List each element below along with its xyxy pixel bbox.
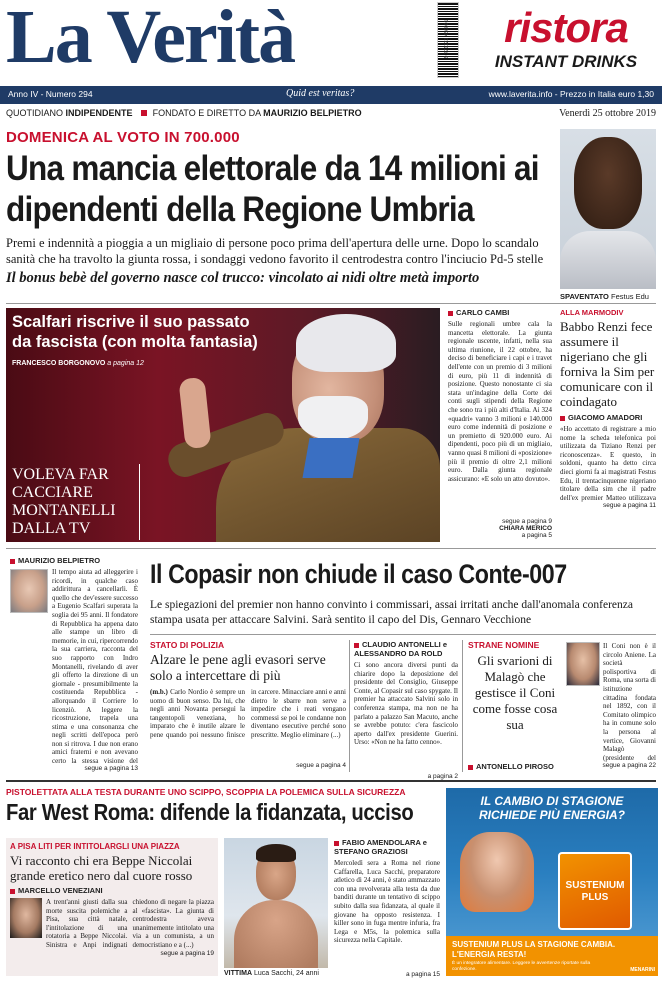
copasir-summary: Le spiegazioni del premier non hanno convinto i commissari, assai irritati anche dall'anomala conferenza stampa usata per attaccare Salvini. Sarà sentito il capo del Dis, Gennaro Vecchione <box>150 599 633 626</box>
ad-bottom-text: SUSTENIUM PLUS LA STAGIONE CAMBIA. L'ENERGIA RESTA! <box>452 940 616 959</box>
caption-name: Festus Edu <box>611 292 649 301</box>
roma-byline: FABIO AMENDOLARA e STEFANO GRAZIOSI <box>334 838 427 856</box>
logo: La Verità <box>6 0 295 79</box>
malago-page-ref: segue a pagina 22 <box>602 762 656 769</box>
belpietro-byline: MAURIZIO BELPIETRO <box>18 556 101 565</box>
antonelli-byline: CLAUDIO ANTONELLI e ALESSANDRO DA ROLD <box>354 640 448 658</box>
divider <box>150 634 656 635</box>
malago-kicker: STRANE NOMINE <box>468 640 540 650</box>
nicolai-byline-row <box>10 886 214 895</box>
caption-tag: SPAVENTATO <box>560 292 609 301</box>
victim-caption <box>224 970 319 977</box>
info-line <box>6 108 656 118</box>
nicolai-text: A trent'anni giusti dalla sua morte suscita polemiche a Pisa, sua città natale, l'intitolazione di una rotatoria a Beppe Niccolai. Sinistra e Anpi indignati chiedono di negare la piazza al «fascista». La giunta di centrodestra aveva unanimemente intitolato una via a un comunista, a un democristiano e a (...) <box>46 898 214 949</box>
cambi-page-ref2: a pagina 5 <box>521 532 552 539</box>
polizia-headline[interactable]: Alzare le pene agli evasori serve solo a intercettare di più <box>150 652 326 683</box>
founder-name: MAURIZIO BELPIETRO <box>263 108 362 118</box>
marmodiv-byline: GIACOMO AMADORI <box>568 413 643 422</box>
sustenium-ad[interactable] <box>446 788 658 976</box>
cambi-byline2: CHIARA MERICO <box>499 525 552 532</box>
victim-caption-name: Luca Sacchi, 24 anni <box>253 970 319 977</box>
roma-text: Mercoledì sera a Roma nel rione Caffarella, Luca Sacchi, preparatore atletico di 24 anni, è stato ammazzato con una revolverata alla testa da due banditi durante un tentativo di scippo subito dalla sua fidanzata, al quale il giovane ha opposto resistenza. I killer sono in fuga mentre infuria, fra Lega e M5s, la polemica sulla sicurezza nella Capitale. <box>334 859 440 945</box>
marmodiv-headline[interactable]: Babbo Renzi fece assumere il nigeriano che gli forniva la Sim per comunicare con il coindagato <box>560 319 655 409</box>
polizia-page-ref: segue a pagina 4 <box>296 762 346 769</box>
montanelli-overlay[interactable]: VOLEVA FAR CACCIARE MONTANELLI DALLA TV <box>10 464 140 540</box>
ristora-brand: ristora <box>504 4 628 51</box>
face-shape <box>574 137 642 229</box>
ad-badge: MENARINI <box>630 967 655 973</box>
marmodiv-kicker: ALLA MARMODIV <box>560 308 624 317</box>
belpietro-byline-row <box>10 556 138 565</box>
roma-column <box>334 838 440 978</box>
malago-byline: ANTONELLO PIROSO <box>476 762 554 771</box>
nicolai-page-ref: segue a pagina 19 <box>160 950 214 957</box>
ad-headline: IL CAMBIO DI STAGIONE RICHIEDE PIÙ ENERGIA? <box>478 794 625 822</box>
woman-shape <box>460 832 534 912</box>
ristora-tagline: INSTANT DRINKS <box>494 52 638 71</box>
shirt-collar-shape <box>302 438 359 478</box>
cambi-text: Sulle regionali umbre cala la mancetta elettorale. La giunta regionale uscente, infatti, nella sua ultima riunione, il 22 ottobre, ha deciso di beneficiare i capi e i travet dell'ente con un premio di 3 milioni di euro, più 11 di indennità di posizione. Questo nonostante ci sia stata un'indagine della Corte dei conti sugli stipendi della Regione che sono tra i più alti d'Italia. Ai 324 «quadri» vanno 3 milioni e 140.000 euro come indennità di posizione e un premietto di 920.000 euro. Ai dipendenti, poco più di un migliaio, vanno quasi 8 milioni di «posizione» più il premio di oltre 2,1 milioni euro. Dalla giunta regionale assicurano: «E solo un atto dovuto». <box>448 320 552 483</box>
malago-box <box>468 640 656 772</box>
nicolai-box <box>6 838 218 976</box>
lead-headline[interactable]: Una mancia elettorale da 14 milioni ai dipendenti della Regione Umbria <box>6 149 539 229</box>
divider <box>6 780 656 782</box>
divider <box>6 303 656 304</box>
byline-marker <box>448 311 453 316</box>
separator-square <box>141 110 147 116</box>
byline-marker <box>10 559 15 564</box>
hand-shape <box>178 377 211 449</box>
ristora-ad[interactable] <box>474 4 658 82</box>
byline-marker <box>560 416 565 421</box>
beard-shape <box>298 396 368 440</box>
belpietro-page-ref: segue a pagina 13 <box>84 765 138 772</box>
byline-marker <box>10 889 15 894</box>
scalfari-byline: FRANCESCO BORGONOVO <box>12 360 106 367</box>
nicolai-kicker: A PISA LITI PER INTITOLARGLI UNA PIAZZA <box>10 842 180 851</box>
cambi-page-ref: segue a pagina 9 <box>502 518 552 525</box>
year-number: Anno IV - Numero 294 <box>8 89 93 99</box>
daily-label: QUOTIDIANO <box>6 108 64 118</box>
cambi-byline: CARLO CAMBI <box>456 308 510 317</box>
antonelli-byline-row <box>354 640 458 658</box>
divider <box>462 640 463 772</box>
marmodiv-text: «Ho accettato di registrare a mio nome la scheda telefonica poi utilizzata da Tiziano Renzi per riconoscenza». E questo, in soldoni, quanto ha detto circa dieci giorni fa ai magistrati Festus Edu, il trentacinquenne nigeriano titolare della sim che il padre dell'ex premier Matteo utilizzava <box>560 425 656 502</box>
victim-caption-tag: VITTIMA <box>224 970 252 977</box>
shirt-shape <box>560 231 656 289</box>
polizia-text-wrap <box>150 688 346 762</box>
malago-headline[interactable]: Gli svarioni di Malagò che gestisce il Coni come fosse cosa sua <box>472 653 558 732</box>
product-name: SUSTENIUM PLUS <box>565 880 625 903</box>
nicolai-portrait <box>10 898 42 938</box>
scalfari-photo[interactable] <box>6 308 440 542</box>
luca-sacchi-photo <box>224 838 328 968</box>
motto: Quid est veritas? <box>286 88 355 99</box>
cambi-column <box>448 308 552 539</box>
date: Venerdì 25 ottobre 2019 <box>559 108 656 119</box>
nicolai-headline[interactable]: Vi racconto chi era Beppe Niccolai grande eretico nero dal cuore rosso <box>10 853 193 883</box>
malago-portrait <box>566 642 600 686</box>
marmodiv-byline-row <box>560 413 656 422</box>
divider <box>6 548 656 549</box>
copasir-headline[interactable]: Il Copasir non chiude il caso Conte-007 <box>150 559 567 589</box>
scalfari-page-ref: a pagina 12 <box>107 360 144 367</box>
belpietro-text: Il tempo aiuta ad alleggerire i ricordi, in qualche caso addirittura a cancellarli. È quello che dev'essere successo a Eugenio Scalfari superata la soglia dei 95 anni. Il fondatore di Repubblica ha appena dato alle stampe un libro di memorie, in cui, ripercorrendo la sua carriera, racconta del suo rapporto con Indro Montanelli, rivelando di aver gli offerto la direzione di un giornale - presumibilmente la costituenda Repubblica - allorquando il Corriere lo licenziò. A leggere la ricostruzione, trapela una stima e una consonanza che negli scritti dell'epoca però non si ritrova. I due non erano amici fraterni e non avevano certo la stessa visione del <box>52 568 138 765</box>
byline-marker <box>334 841 339 846</box>
barcode-number: 9 771123 456001 <box>444 19 450 59</box>
marmodiv-page-ref: segue a pagina 11 <box>602 502 656 509</box>
ad-bottom-band <box>446 936 658 976</box>
torso-shape <box>234 900 318 968</box>
polizia-signature: (m.b.) <box>150 688 168 696</box>
polizia-box <box>150 640 346 772</box>
byline-marker <box>468 765 473 770</box>
side-photo-caption <box>560 292 649 301</box>
roma-headline[interactable]: Far West Roma: difende la fidanzata, ucciso <box>6 799 414 825</box>
roma-kicker: PISTOLETTATA ALLA TESTA DURANTE UNO SCIPPO, SCOPPIA LA POLEMICA SULLA SICUREZZA <box>6 787 406 797</box>
hair-shape <box>296 314 396 372</box>
byline-marker <box>354 643 359 648</box>
antonelli-text: Ci sono ancora diversi punti da chiarire dopo la deposizione del presidente del Consiglio, Giuseppe Conte, al Copasir sul caso spygate. Il premier ha attaccato Salvini solo in conferenza stampa, ma non ne ha parlato a palazzo San Macuto, anche se avrebbe potuto: c'era fascicolo aperto dall'ex presidente Guerini. Urso: «Non ne ha fatto cenno». <box>354 661 458 747</box>
masthead <box>0 0 662 119</box>
product-box <box>558 852 632 930</box>
antonelli-page-ref: a pagina 2 <box>427 773 458 780</box>
hair-shape <box>256 844 296 862</box>
lead-subhead[interactable]: Il bonus bebè del governo nasce col trucco: vincolato ai nidi oltre metà importo <box>6 270 480 286</box>
polizia-text: Carlo Nordio è sempre un uomo di buon senso. Da lui, che negli anni Novanta perseguì la tangentopoli veneziana, ho imparato che è inutile alzare le pene quando poi nessuno finisce in carcere. Minacciare anni e anni dietro le sbarre non serve a impedire che i reati vengano commessi se poi le condanne non diventano esecutive perché sono prescritte. Meglio eliminare (...) <box>150 688 346 739</box>
divider <box>349 640 350 772</box>
lead-summary: Premi e indennità a pioggia a un migliaio di persone poco prima dell'apertura delle urne. Dopo lo scandalo sanità che ha travolto la giunta rossa, i sondaggi vedono favorito il centrodestra contro l'inciucio Pd-5 stelle <box>6 236 544 266</box>
polizia-kicker: STATO DI POLIZIA <box>150 640 225 650</box>
ad-fine-print: È un integratore alimentare. Leggere le avvertenze riportate sulla confezione. <box>452 961 591 972</box>
festus-edu-photo <box>560 129 656 289</box>
roma-byline-row <box>334 838 440 856</box>
masthead-bar <box>0 86 662 104</box>
daily-value: INDIPENDENTE <box>65 108 133 118</box>
marmodiv-column <box>560 308 656 509</box>
site-price: www.laverita.info - Prezzo in Italia euro 1,30 <box>488 89 654 99</box>
malago-text: Il Coni non è il circolo Aniene. La società polisportiva di Roma, una sorta di istituzione cittadina fondata nel 1892, con il Comitato olimpico ha in comune solo la persona al vertice, Giovanni Malagò (presidente del <box>603 642 656 762</box>
roma-page-ref: a pagina 15 <box>406 971 440 978</box>
malago-byline-row <box>468 762 554 771</box>
scalfari-byline-row <box>12 360 144 367</box>
scalfari-headline[interactable]: Scalfari riscrive il suo passato da fascista (con molta fantasia) <box>12 313 258 351</box>
antonelli-column <box>354 640 458 780</box>
nicolai-byline: MARCELLO VENEZIANI <box>18 886 103 895</box>
belpietro-column <box>10 556 138 772</box>
lead-kicker: DOMENICA AL VOTO IN 700.000 <box>6 129 240 146</box>
belpietro-portrait <box>10 569 48 613</box>
founder-label: FONDATO E DIRETTO DA <box>152 108 261 118</box>
cambi-byline-row <box>448 308 552 317</box>
